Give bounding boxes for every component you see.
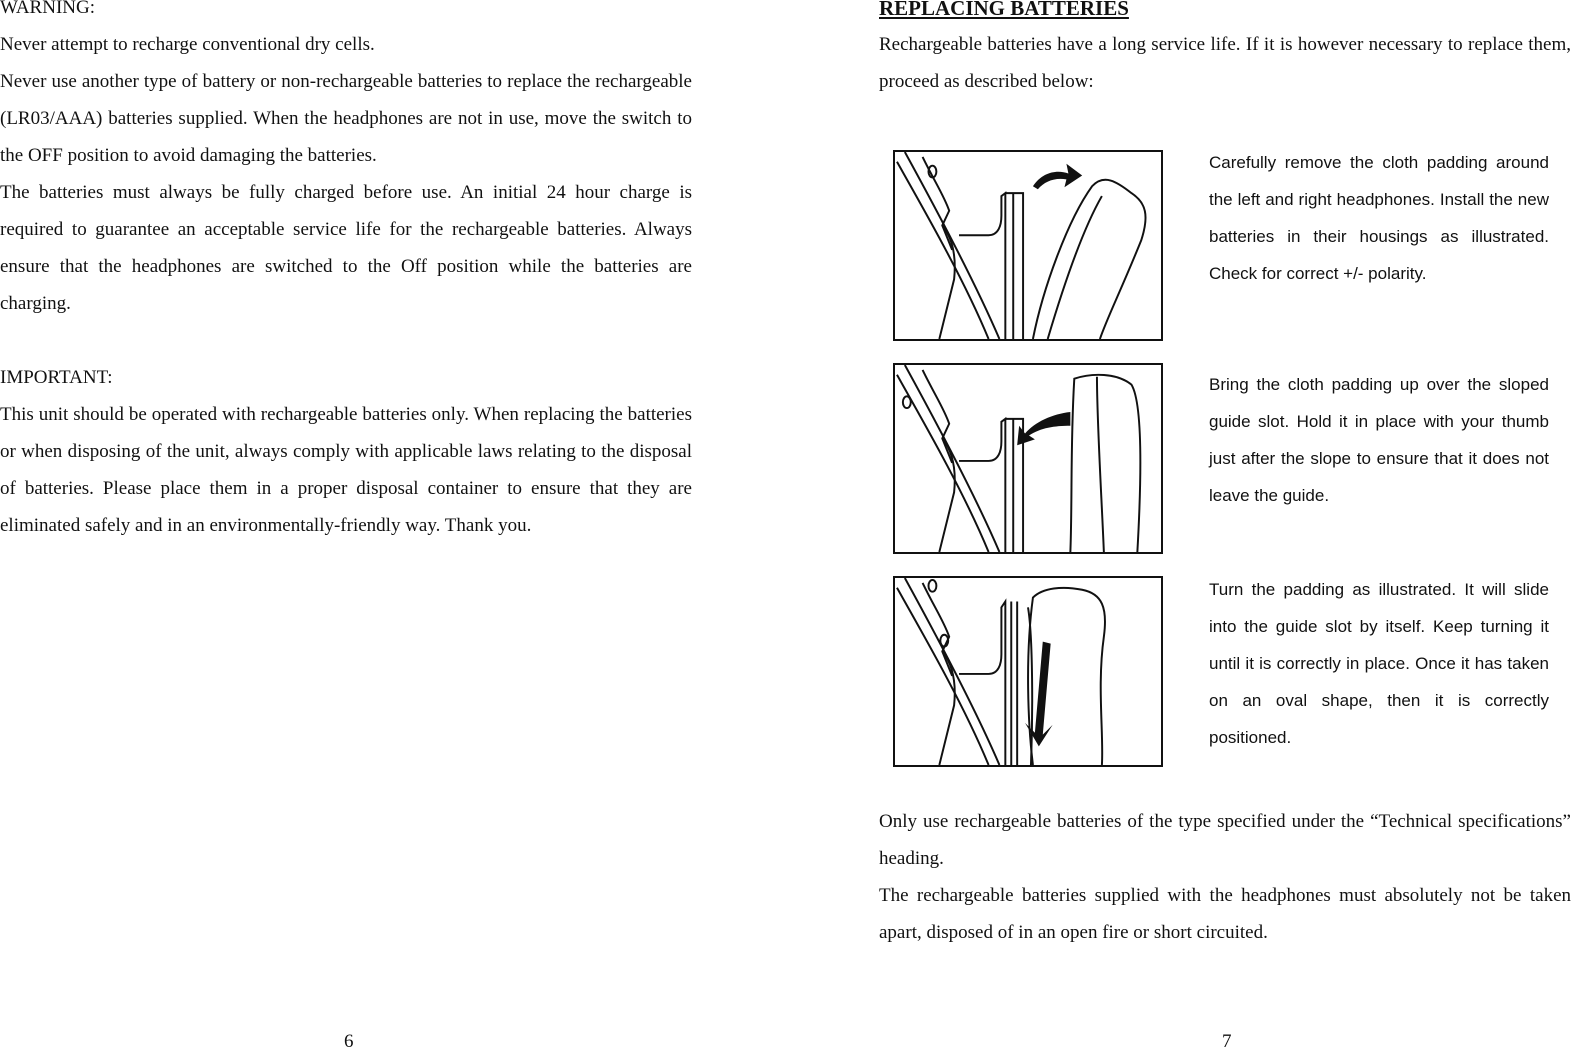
right-page xyxy=(879,0,1571,1064)
closing-paragraph: The rechargeable batteries supplied with the headphones must absolutely not be taken apart, disposed of in an open fire or short circuited. xyxy=(879,885,1571,943)
warning-paragraph: Never attempt to recharge conventional dry cells. xyxy=(0,34,375,55)
page-number-left: 6 xyxy=(344,1031,354,1052)
step-2-text: Bring the cloth padding up over the sloped guide slot. Hold it in place with your thumb just after the slope to ensure that it does not leave the guide. xyxy=(1209,375,1549,505)
intro-paragraph: Rechargeable batteries have a long service life. If it is however necessary to replace them, proceed as described below: xyxy=(879,34,1571,92)
closing-paragraph: Only use rechargeable batteries of the type specified under the “Technical specifications” heading. xyxy=(879,811,1571,869)
important-label: IMPORTANT: xyxy=(0,367,113,388)
turn-padding-illustration xyxy=(893,576,1163,767)
left-page xyxy=(0,0,692,544)
fit-padding-illustration xyxy=(893,363,1163,554)
important-paragraph: This unit should be operated with rechargeable batteries only. When replacing the batteries or when disposing of the unit, always comply with applicable laws relating to the disposal of batteries. Please place them in a proper disposal container to ensure that they are eliminated safely and in an environmentally-friendly way. Thank you. xyxy=(0,404,692,536)
step-3-text: Turn the padding as illustrated. It will slide into the guide slot by itself. Keep turning it until it is correctly in place. Once it has taken on an oval shape, then it is correctly positioned. xyxy=(1209,580,1549,747)
warning-paragraph: Never use another type of battery or non-rechargeable batteries to replace the rechargeable (LR03/AAA) batteries supplied. When the headphones are not in use, move the switch to the OFF position to avoid damaging the batteries. xyxy=(0,71,692,166)
page-number-right: 7 xyxy=(1222,1031,1232,1052)
remove-padding-illustration xyxy=(893,150,1163,341)
section-heading: REPLACING BATTERIES xyxy=(879,0,1129,20)
step-1-text: Carefully remove the cloth padding around the left and right headphones. Install the new batteries in their housings as illustrated. Check for correct +/- polarity. xyxy=(1209,153,1549,283)
warning-label: WARNING: xyxy=(0,0,95,18)
warning-paragraph: The batteries must always be fully charged before use. An initial 24 hour charge is required to guarantee an acceptable service life for the rechargeable batteries. Always ensure that the headphones are switched to the Off position while the batteries are charging. xyxy=(0,182,692,314)
